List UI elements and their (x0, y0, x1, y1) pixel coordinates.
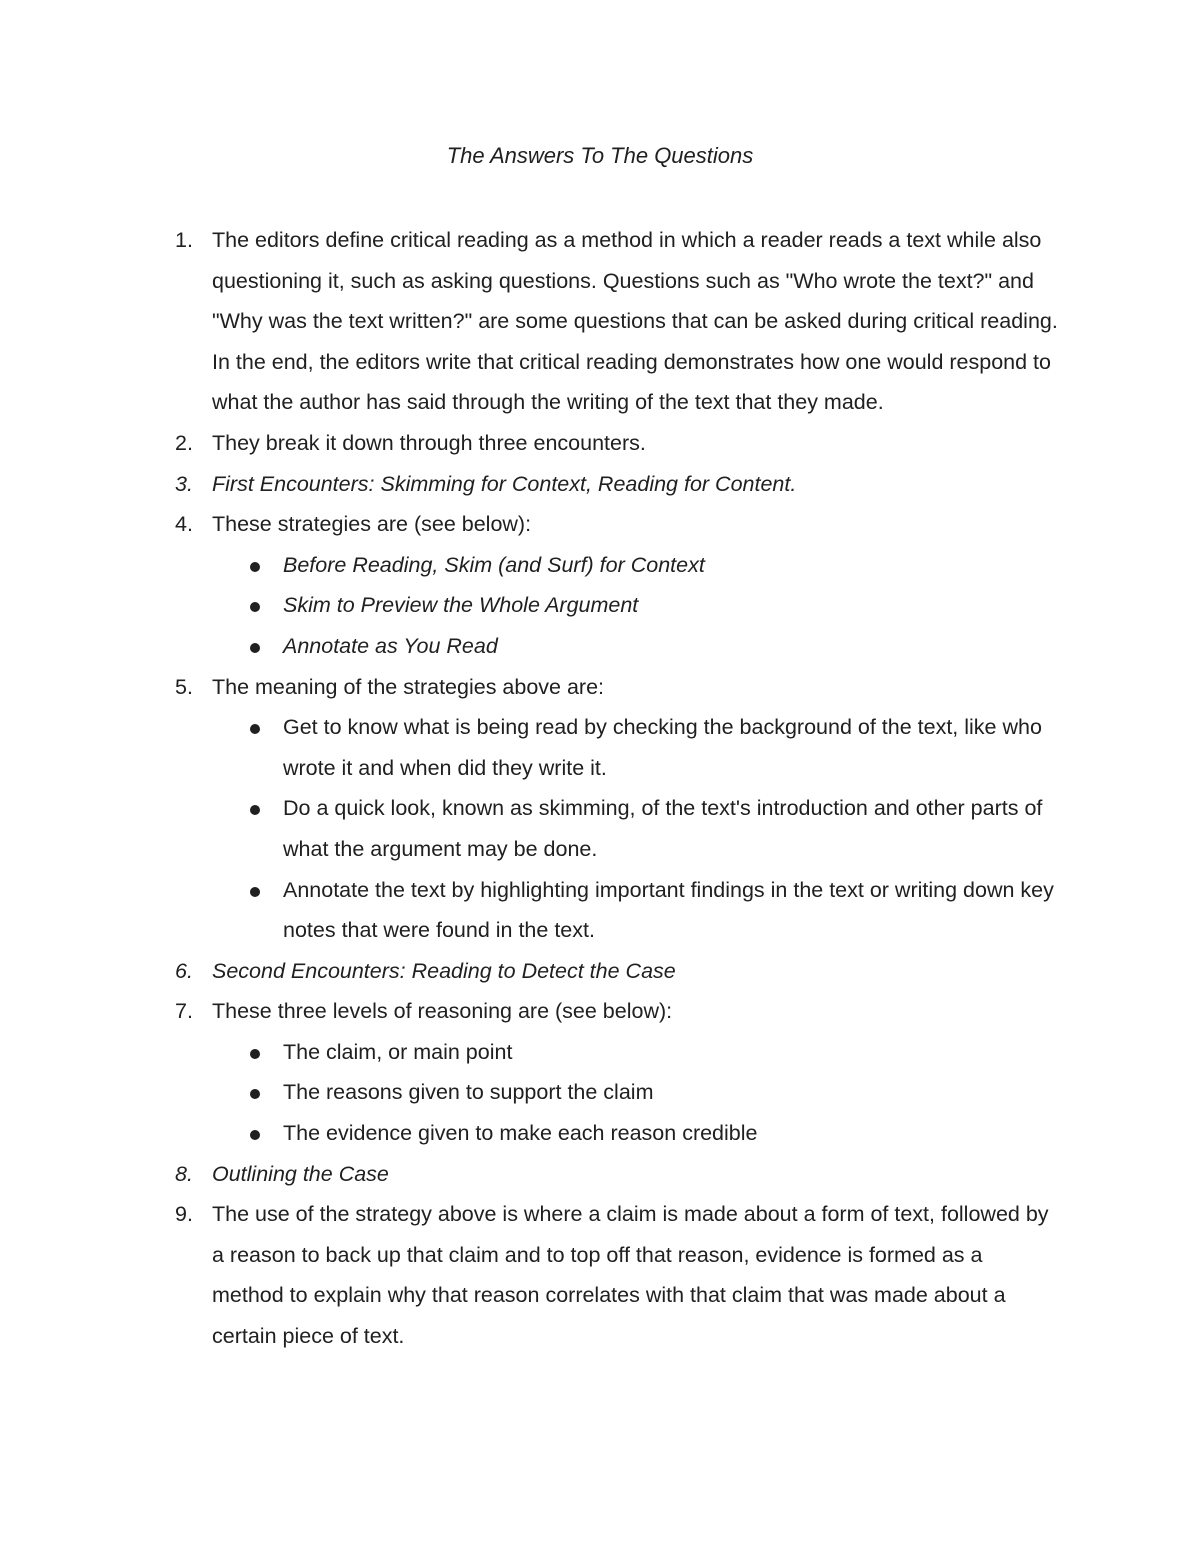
meaning-list (212, 707, 1060, 951)
list-item (212, 707, 1060, 788)
answer-text: The meaning of the strategies above are: (212, 674, 605, 699)
reasoning-levels-list (212, 1032, 1060, 1154)
bullet-icon (250, 562, 260, 572)
answer-item-8 (0, 1154, 1200, 1195)
answer-number: 1. (175, 228, 193, 252)
answer-text: They break it down through three encounters. (212, 430, 646, 455)
list-item-text: Annotate as You Read (283, 633, 498, 658)
answer-item-9 (0, 1194, 1200, 1356)
list-item (212, 870, 1060, 951)
answer-text: These three levels of reasoning are (see below): (212, 999, 673, 1024)
list-item (212, 585, 1060, 626)
bullet-icon (250, 602, 260, 612)
bullet-icon (250, 1130, 260, 1140)
list-item-text: The reasons given to support the claim (283, 1080, 654, 1105)
list-item-text: Skim to Preview the Whole Argument (283, 593, 639, 618)
answer-text: First Encounters: Skimming for Context, Reading for Content. (212, 471, 797, 496)
list-item (212, 1072, 1060, 1113)
answer-item-6 (0, 951, 1200, 992)
document-title: The Answers To The Questions (446, 143, 754, 168)
list-item (212, 1032, 1060, 1073)
list-item (212, 626, 1060, 667)
answer-text: Second Encounters: Reading to Detect the Case (212, 958, 676, 983)
bullet-icon (250, 724, 260, 734)
answer-item-4 (0, 504, 1200, 666)
answer-item-3 (0, 464, 1200, 505)
answers-list (0, 220, 1200, 1357)
answer-number: 3. (175, 471, 193, 496)
bullet-icon (250, 805, 260, 815)
list-item (212, 545, 1060, 586)
answer-item-7 (0, 991, 1200, 1153)
list-item (212, 1113, 1060, 1154)
list-item-text: Annotate the text by highlighting important findings in the text or writing down key notes that were found in the text. (283, 877, 1054, 943)
list-item-text: The claim, or main point (283, 1039, 513, 1064)
answer-item-5 (0, 667, 1200, 951)
answer-text: These strategies are (see below): (212, 512, 532, 537)
answer-text: The use of the strategy above is where a claim is made about a form of text, followed by a reason to back up that claim and to top off that reason, evidence is formed as a method to explain why that reason correlates with that claim that was made about a certain piece of text. (212, 1202, 1049, 1349)
bullet-icon (250, 1089, 260, 1099)
list-item-text: Do a quick look, known as skimming, of the text's introduction and other parts of what the argument may be done. (283, 796, 1043, 861)
bullet-icon (250, 1049, 260, 1059)
answer-number: 4. (175, 512, 193, 537)
strategy-list (212, 545, 1060, 667)
list-item (212, 788, 1060, 869)
answer-number: 5. (175, 674, 193, 699)
list-item-text: The evidence given to make each reason credible (283, 1121, 758, 1146)
bullet-icon (250, 643, 260, 653)
answer-number: 8. (175, 1161, 193, 1186)
list-item-text: Before Reading, Skim (and Surf) for Context (283, 552, 705, 577)
answer-number: 6. (175, 958, 193, 983)
bullet-icon (250, 887, 260, 897)
answer-item-1 (0, 220, 1200, 423)
list-item-text: Get to know what is being read by checking the background of the text, like who wrote it and when did they write it. (283, 715, 1042, 780)
answer-text: The editors define critical reading as a method in which a reader reads a text while also questioning it, such as asking questions. Questions such as "Who wrote the text?" and "Why was the text written?" are some questions that can be asked during critical reading. In the end, the editors write that critical reading demonstrates how one would respond to what the author has said through the writing of the text that they made. (212, 228, 1058, 415)
answer-number: 2. (175, 430, 193, 455)
answer-number: 7. (175, 999, 193, 1024)
answer-item-2 (0, 423, 1200, 464)
answer-text: Outlining the Case (212, 1161, 389, 1186)
answer-number: 9. (175, 1202, 193, 1227)
